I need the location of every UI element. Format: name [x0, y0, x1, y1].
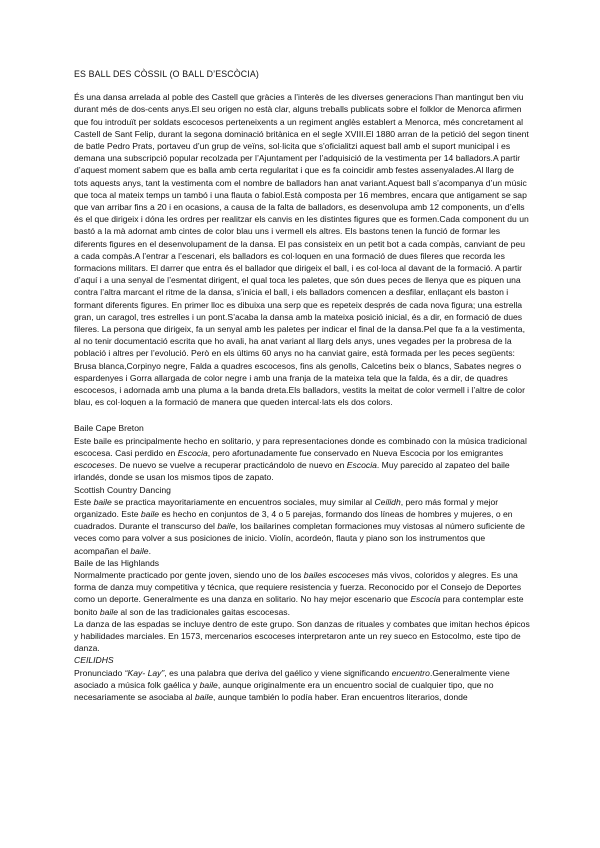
- italic-run: baile: [99, 606, 118, 617]
- text-run: es hecho en conjuntos de 3, 4 o 5 parejas, formando dos líneas de hombres y mujeres, o en cuadrados. Durante el transcurso del: [74, 508, 513, 532]
- text-run: , es una palabra que deriva del gaélico y viene significando: [164, 667, 392, 678]
- highlands-paragraph: [74, 569, 530, 618]
- catalan-paragraph: És una dansa arrelada al poble des Castell que gràcies a l’interès de les diverses generacions l’han mantingut ben viu durant més de dos-cents anys.El seu origen no està clar, alguns treballs publicats sobre el folklor de Menorca afirmen que fou introduït per soldats escocesos perteneixents a un regiment anglès establert a Menorca, més concretament al Castell de Sant Felip, durant la segona dominació britànica en el segle XVIII.El 1880 arran de la petició del segon tinent de batle Pedro Prats, portaveu d’un grup de veïns, sol·licita que s’oficialitzi aquest ball amb el suport municipal i es demana una subscripció popular recolzada per l’Ajuntament per l’adquisició de la vestimenta per 14 balladors.A partir d’aquest moment sabem que es balla amb certa regularitat i que es fa coincidir amb festes assenyalades.Al llarg de tots aquests anys, tant la vestimenta com el nombre de balladors han anat variant.Aquest ball s’acompanya d’un músic que toca al mateix temps un tambó i una flauta o fabiol.Està composta per 16 membres, encara que antigament se sap que van arribar fins a 20 i en ocasions, a causa de la falta de balladors, es desenvolupa amb 12 components, un d’ells és el que dirigeix i dóna les ordres per realitzar els canvis en les distintes figures que es formen.Cada component du un bastó a la mà adornat amb cintes de color blau uns i vermell els altres. Els bastons tenen la funció de formar les diferents figures en el desenvolupament de la dansa. El pas consisteix en un petit bot a cada compàs, canviant de peu a cada compàs.A l’entrar a l’escenari, els balladors es col·loquen en una formació de dues fileres que recorda les formacions militars. El darrer que entra és el ballador que dirigeix el ball, i es col·loca al davant de la formació. A partir d’aquí i a una senyal de l’esmentat dirigent, el qual toca les paletes, que són dues peces de llenya que es piquen una contra l’altra marcant el ritme de la dansa, s’inicia el ball, i els balladors comencen a desfilar, enllaçant els baston i formant diferents figures. En primer lloc es dibuixa una serp que es repeteix després de cada nova figura; una estrella gran, un caragol, tres estrelles i un pont.S’acaba la dansa amb la mateixa posició inicial, és a dir, en formació de dues fileres. La persona que dirigeix, fa un senyal amb les paletes per indicar el final de la dansa.Pel que fa a la vestimenta, al no tenir documentació escrita que ho avali, ha anat variant al llarg dels anys, unes vegades per la probresa de la població i altres per l’evolució. Però en els últims 60 anys no ha canviat gaire, està formada per les peces següents: Brusa blanca,Corpinyo negre, Falda a quadres escocesos, fins als genolls, Calcetins beix o blancs, Sabates negres o espardenyes i Gorra allargada de color negre i amb una franja de la mateixa tela que la falda, és a dir, de quadres escocesos, i adornada amb una pluma a la banda dreta.Els balladors, vestits la meitat de color vermell i l’altre de color blau, es col·loquen a la formació de manera que queden intercal·lats els dos colors.: [74, 92, 529, 408]
- sword-dance-paragraph: La danza de las espadas se incluye dentro de este grupo. Son danzas de rituales y combates que imitan hechos épicos y habilidades marciales. En 1573, mercenarios escoceses interpretaron ante un rey sueco en Estocolmo, este tipo de danza.: [74, 618, 530, 654]
- text-run: se practica mayoritariamente en encuentros sociales, muy similar al: [111, 496, 375, 507]
- italic-run: baile: [140, 508, 160, 519]
- highlands-heading: Baile de las Highlands: [74, 557, 160, 568]
- italic-run: baile: [217, 521, 236, 532]
- document-title: ES BALL DES CÒSSIL (O BALL D’ESCÒCIA): [74, 69, 259, 79]
- country-dancing-heading: Scottish Country Dancing: [74, 484, 171, 495]
- text-run: , pero más formal y mejor organizado. Este: [74, 496, 499, 519]
- text-run: Este baile es principalmente hecho en solitario, y para representaciones donde es combinado con la música tradicional escocesa. Casi perdido en: [74, 435, 527, 458]
- italic-run: Escocia: [346, 460, 377, 471]
- text-run: , aunque también lo podía haber. Eran encuentros literarios, donde: [213, 691, 468, 702]
- italic-run: Ceilidh: [374, 496, 401, 507]
- cape-breton-paragraph: [74, 435, 530, 484]
- text-run: al son de las tradicionales gaitas escocesas.: [117, 606, 290, 617]
- text-run: . De nuevo se vuelve a recuperar practicándolo de nuevo en: [114, 460, 347, 471]
- italic-run: “Kay- Lay”: [124, 667, 165, 678]
- italic-run: baile: [93, 496, 112, 507]
- italic-run: bailes escoceses: [303, 569, 370, 580]
- section-gap: [74, 408, 530, 422]
- italic-run: escoceses: [74, 460, 115, 471]
- document-body: [74, 68, 530, 703]
- text-run: Este: [74, 496, 94, 507]
- text-run: , los bailarines completan formaciones muy vistosas al número suficiente de veces como para volver a sus posiciones de inicio. Violín, acordeón, flauta y piano son los instrumentos que acompañan el: [74, 521, 525, 556]
- italic-run: Escocia: [410, 594, 441, 605]
- text-run: más vivos, coloridos y alegres. Es una forma de danza muy competitiva y técnica, que requiere resistencia y fuerza. Reconocido por el Consejo de Deportes como un deporte. Generalmente es una danza en solitario. No hay mejor escenario que: [74, 569, 522, 605]
- text-run: , aunque originalmente era un encuentro social de cualquier tipo, que no necesariamente se asociaba al: [74, 679, 494, 702]
- country-dancing-paragraph: [74, 496, 530, 557]
- text-run: , pero afortunadamente fue conservado en Nueva Escocia por los emigrantes: [207, 447, 503, 458]
- italic-run: Escocia: [177, 447, 208, 458]
- text-run: .: [148, 545, 151, 556]
- italic-run: baile: [194, 691, 214, 702]
- text-run: .Generalmente viene asociado a música folk gaélica y: [74, 667, 510, 690]
- text-run: para contemplar este bonito: [74, 594, 524, 617]
- italic-run: baile: [199, 679, 218, 690]
- text-run: Normalmente practicado por gente joven, siendo uno de los: [74, 569, 304, 580]
- text-run: Pronunciado: [74, 667, 125, 678]
- text-run: . Muy parecido al zapateo del baile irlandés, donde se usan los mismos tipos de zapato.: [74, 460, 510, 483]
- ceilidhs-heading: CEILIDHS: [74, 655, 114, 666]
- italic-run: baile: [130, 545, 149, 556]
- ceilidhs-paragraph: [74, 667, 530, 704]
- italic-run: encuentro: [391, 667, 430, 678]
- cape-breton-heading: Baile Cape Breton: [74, 423, 144, 434]
